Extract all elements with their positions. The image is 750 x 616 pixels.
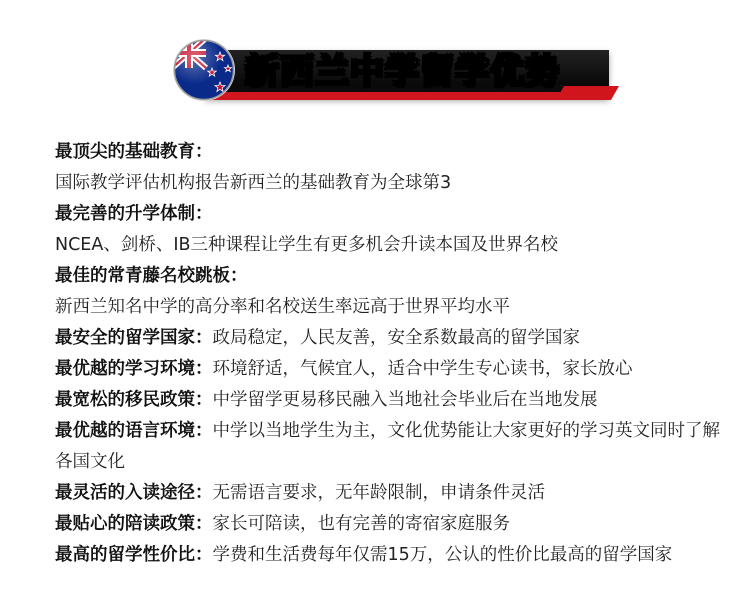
item-label: 最优越的语言环境： <box>55 421 213 441</box>
list-item <box>55 354 725 385</box>
item-label: 最佳的常青藤名校跳板： <box>55 266 248 286</box>
list-item <box>55 509 725 540</box>
new-zealand-flag-icon <box>172 38 236 102</box>
item-text: 中学以当地学生为主，文化优势能让大家更好的学习英文同时了解各国文化 <box>55 421 720 472</box>
list-item <box>55 416 725 478</box>
item-text: NCEA、剑桥、IB三种课程让学生有更多机会升读本国及世界名校 <box>55 235 559 255</box>
list-item <box>55 385 725 416</box>
advantages-list <box>55 137 725 571</box>
item-label: 最完善的升学体制： <box>55 204 213 224</box>
item-text: 国际教学评估机构报告新西兰的基础教育为全球第3 <box>55 173 452 193</box>
item-text: 政局稳定，人民友善，安全系数最高的留学国家 <box>212 328 580 348</box>
item-text: 新西兰知名中学的高分率和名校送生率远高于世界平均水平 <box>55 297 510 317</box>
item-label: 最安全的留学国家： <box>55 328 213 348</box>
item-text: 无需语言要求，无年龄限制，申请条件灵活 <box>212 483 545 503</box>
item-label: 最高的留学性价比： <box>55 545 213 565</box>
item-text: 环境舒适，气候宜人，适合中学生专心读书，家长放心 <box>212 359 633 379</box>
item-label: 最贴心的陪读政策： <box>55 514 213 534</box>
item-text: 学费和生活费每年仅需15万，公认的性价比最高的留学国家 <box>212 545 673 565</box>
list-item <box>55 199 725 230</box>
list-item <box>55 168 725 199</box>
list-item <box>55 137 725 168</box>
item-label: 最顶尖的基础教育： <box>55 142 213 162</box>
item-text: 中学留学更易移民融入当地社会毕业后在当地发展 <box>212 390 598 410</box>
item-label: 最宽松的移民政策： <box>55 390 213 410</box>
item-label: 最灵活的入读途径： <box>55 483 213 503</box>
header-banner <box>0 0 750 120</box>
list-item <box>55 540 725 571</box>
list-item <box>55 323 725 354</box>
list-item <box>55 261 725 292</box>
list-item <box>55 292 725 323</box>
page-title: 新西兰中学留学优势 <box>245 52 560 92</box>
item-text: 家长可陪读，也有完善的寄宿家庭服务 <box>212 514 510 534</box>
list-item <box>55 230 725 261</box>
item-label: 最优越的学习环境： <box>55 359 213 379</box>
list-item <box>55 478 725 509</box>
